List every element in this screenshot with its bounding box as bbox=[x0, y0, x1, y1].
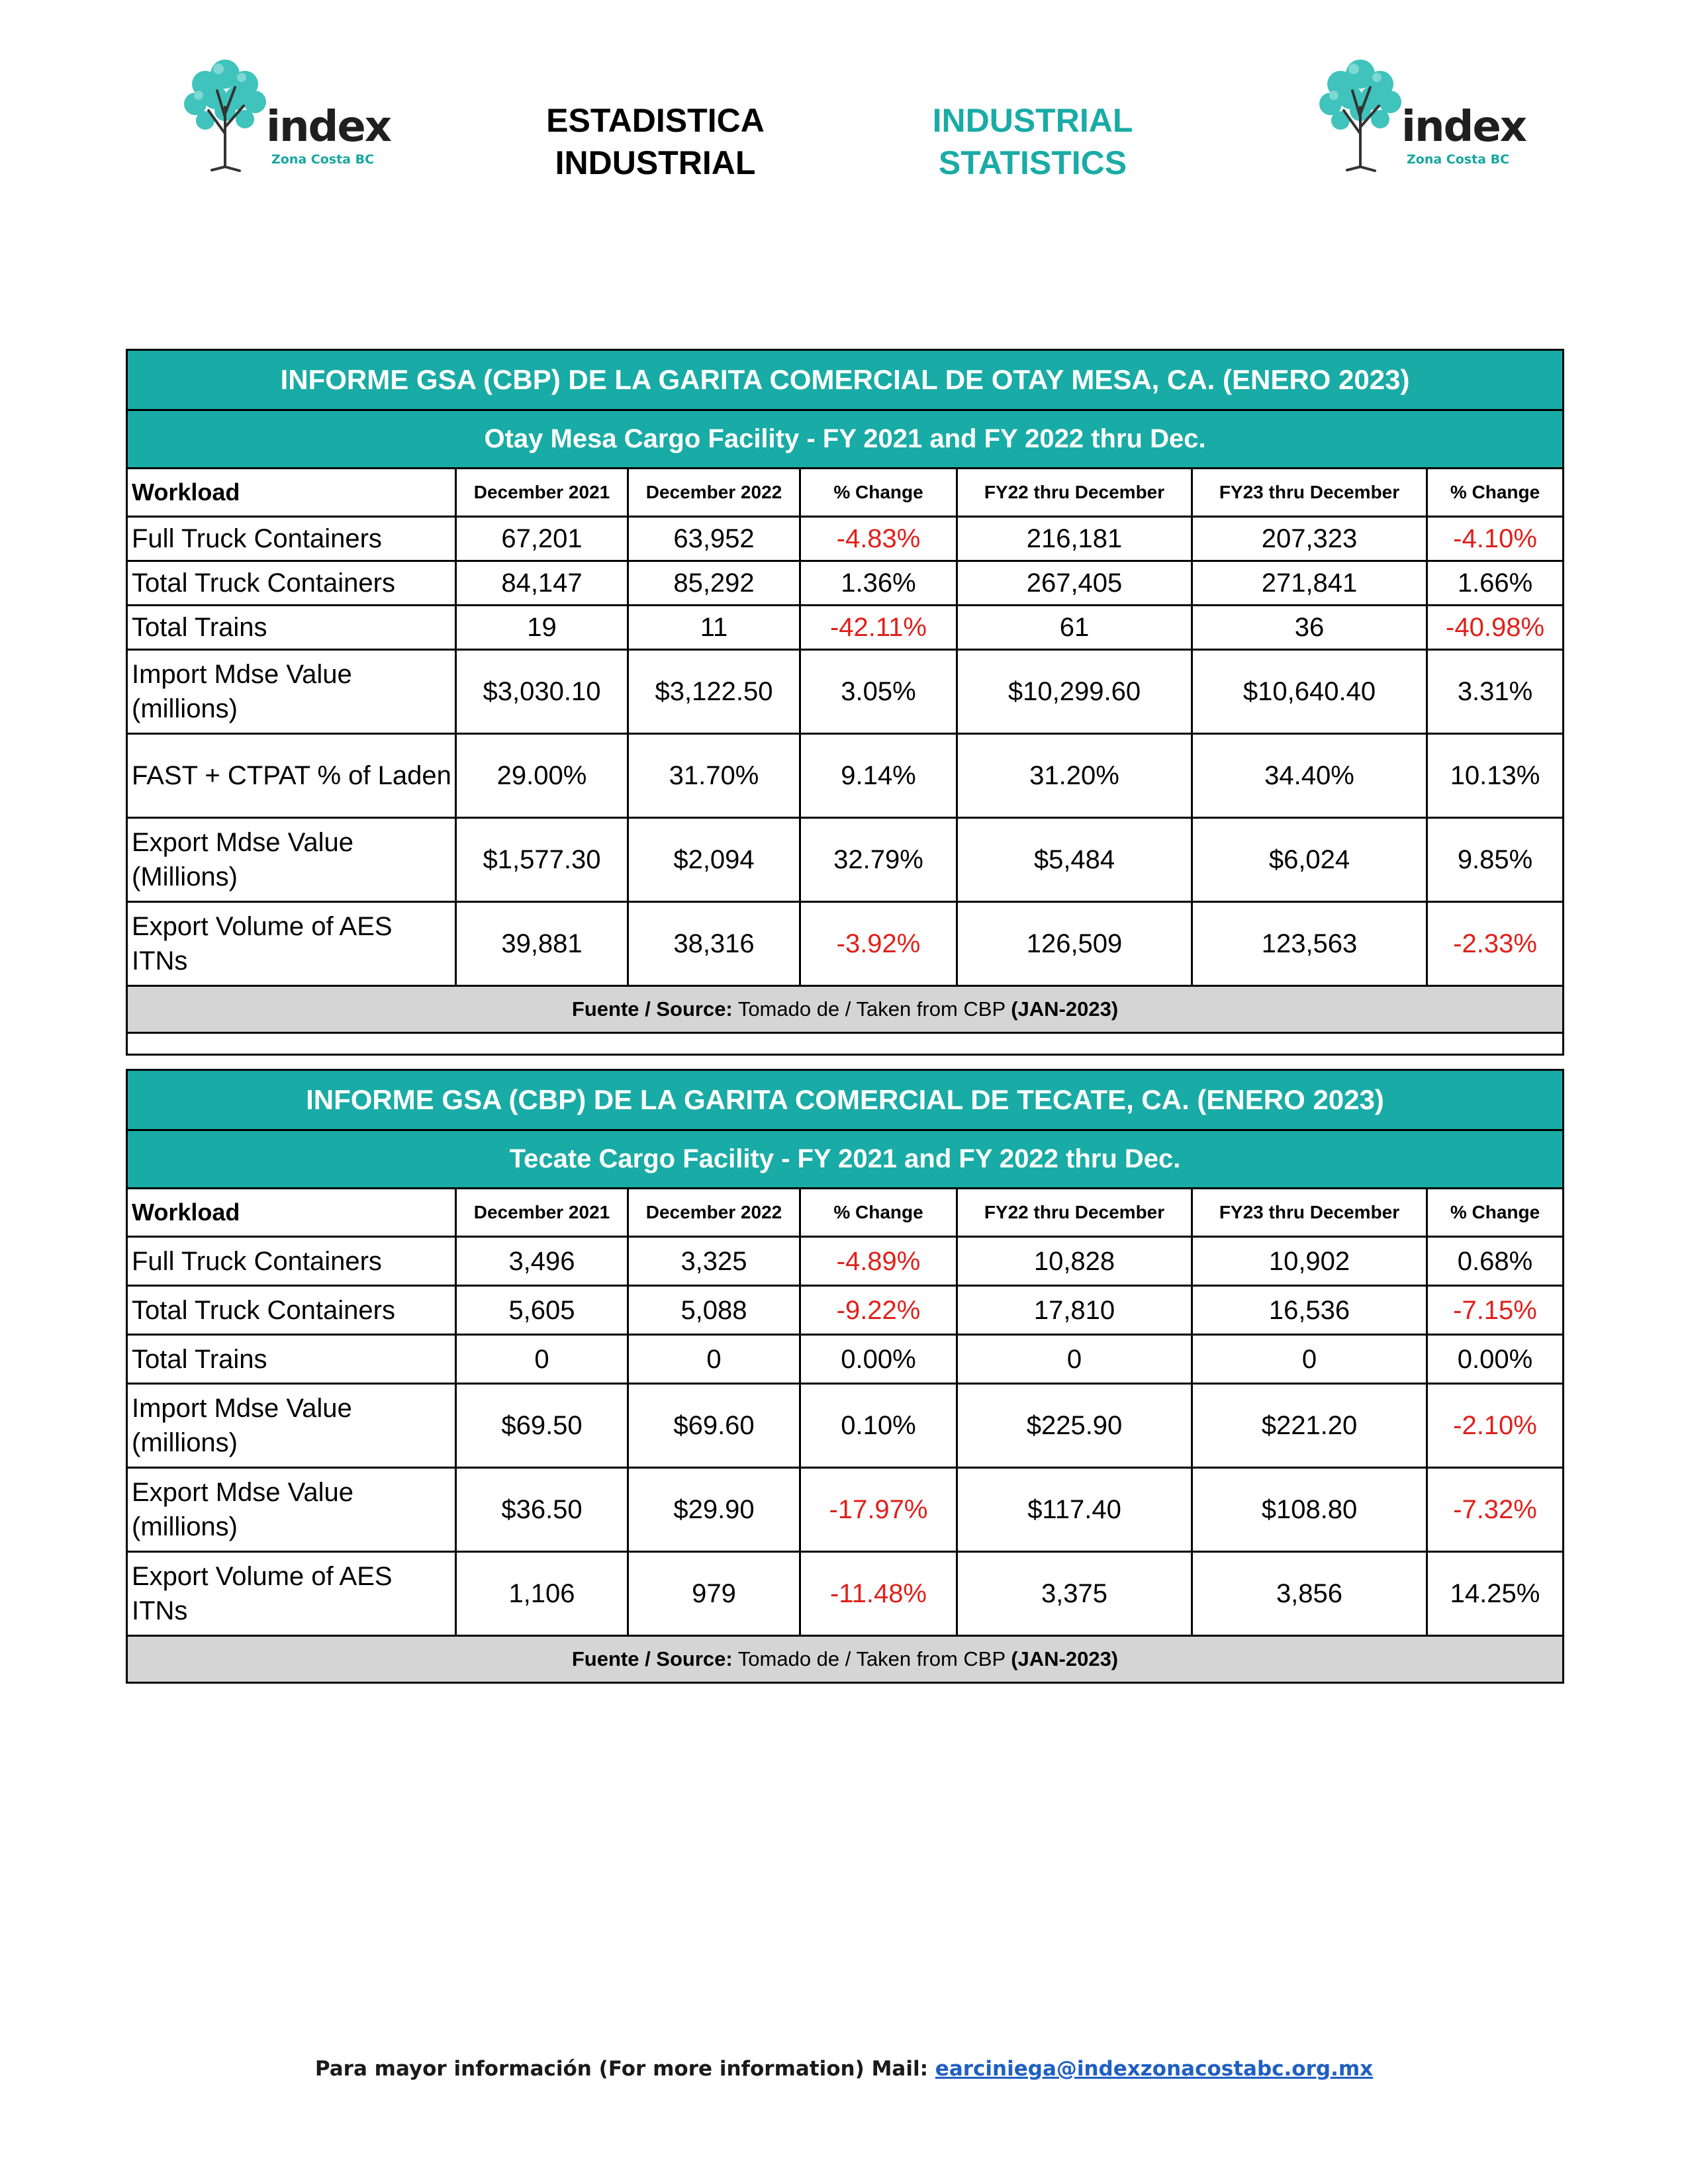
table-row bbox=[127, 606, 1564, 650]
table-cell: $117.40 bbox=[957, 1468, 1192, 1552]
table-cell: 0 bbox=[1192, 1335, 1427, 1384]
table-row bbox=[127, 734, 1564, 818]
column-header: December 2021 bbox=[456, 1189, 628, 1237]
title-spanish-line1: ESTADISTICA bbox=[546, 102, 765, 139]
table-cell: 0.00% bbox=[1427, 1335, 1564, 1384]
table-cell: 207,323 bbox=[1192, 517, 1427, 561]
source-text: Tomado de / Taken from CBP bbox=[732, 997, 1011, 1021]
table-row bbox=[127, 902, 1564, 986]
source-label: Fuente / Source: bbox=[571, 1647, 733, 1670]
table-cell: 32.79% bbox=[800, 818, 957, 902]
index-logo-left bbox=[179, 54, 391, 173]
table-row bbox=[127, 650, 1564, 734]
table-cell: $3,030.10 bbox=[456, 650, 628, 734]
row-label: Full Truck Containers bbox=[127, 1237, 456, 1286]
table-cell: 1.66% bbox=[1427, 561, 1564, 606]
tree-logo-icon bbox=[1314, 54, 1407, 173]
title-spanish bbox=[516, 99, 794, 184]
table-cell: 3.31% bbox=[1427, 650, 1564, 734]
otay-source-note bbox=[127, 986, 1564, 1033]
table-cell: 31.20% bbox=[957, 734, 1192, 818]
table-cell: 0.00% bbox=[800, 1335, 957, 1384]
table-row bbox=[127, 1286, 1564, 1335]
table-cell: 84,147 bbox=[456, 561, 628, 606]
table-cell: -2.10% bbox=[1427, 1384, 1564, 1468]
row-label: Total Trains bbox=[127, 606, 456, 650]
contact-footer bbox=[0, 2057, 1688, 2081]
table-cell: 0 bbox=[957, 1335, 1192, 1384]
table-cell: 10,902 bbox=[1192, 1237, 1427, 1286]
table-cell: 9.85% bbox=[1427, 818, 1564, 902]
table-cell: $10,299.60 bbox=[957, 650, 1192, 734]
footer-text: Para mayor información (For more information) Mail: bbox=[314, 2057, 935, 2081]
table-cell: -7.32% bbox=[1427, 1468, 1564, 1552]
column-header: FY22 thru December bbox=[957, 469, 1192, 517]
table-cell: 14.25% bbox=[1427, 1552, 1564, 1636]
column-header: FY23 thru December bbox=[1192, 469, 1427, 517]
otay-mesa-table bbox=[126, 349, 1564, 1056]
table-cell: 271,841 bbox=[1192, 561, 1427, 606]
table-cell: $225.90 bbox=[957, 1384, 1192, 1468]
source-text: Tomado de / Taken from CBP bbox=[732, 1647, 1011, 1670]
table-row bbox=[127, 1552, 1564, 1636]
table-cell: 36 bbox=[1192, 606, 1427, 650]
table-cell: -3.92% bbox=[800, 902, 957, 986]
logo-wordmark: index bbox=[1401, 103, 1526, 152]
source-date: (JAN-2023) bbox=[1011, 1647, 1119, 1670]
table-cell: 1,106 bbox=[456, 1552, 628, 1636]
table-cell: 0.68% bbox=[1427, 1237, 1564, 1286]
index-logo-right bbox=[1314, 54, 1526, 173]
logo-subtitle: Zona Costa BC bbox=[1407, 152, 1510, 167]
otay-column-headers bbox=[127, 469, 1564, 517]
table-cell: 126,509 bbox=[957, 902, 1192, 986]
table-cell: 267,405 bbox=[957, 561, 1192, 606]
row-label: Export Mdse Value (Millions) bbox=[127, 818, 456, 902]
title-english-line1: INDUSTRIAL bbox=[932, 102, 1133, 139]
table-cell: $10,640.40 bbox=[1192, 650, 1427, 734]
table-cell: 10.13% bbox=[1427, 734, 1564, 818]
table-cell: $5,484 bbox=[957, 818, 1192, 902]
table-cell: 67,201 bbox=[456, 517, 628, 561]
table-cell: -11.48% bbox=[800, 1552, 957, 1636]
table-cell: -4.83% bbox=[800, 517, 957, 561]
column-header: % Change bbox=[800, 469, 957, 517]
row-label: Full Truck Containers bbox=[127, 517, 456, 561]
row-label: Total Truck Containers bbox=[127, 1286, 456, 1335]
table-cell: 29.00% bbox=[456, 734, 628, 818]
source-date: (JAN-2023) bbox=[1011, 997, 1119, 1021]
title-english-line2: STATISTICS bbox=[938, 144, 1127, 181]
table-cell: -4.10% bbox=[1427, 517, 1564, 561]
table-cell: 34.40% bbox=[1192, 734, 1427, 818]
table-cell: 85,292 bbox=[628, 561, 800, 606]
table-row bbox=[127, 1468, 1564, 1552]
table-cell: 3,496 bbox=[456, 1237, 628, 1286]
table-cell: 1.36% bbox=[800, 561, 957, 606]
contact-email-link[interactable]: earciniega@indexzonacostabc.org.mx bbox=[935, 2057, 1374, 2081]
table-cell: 9.14% bbox=[800, 734, 957, 818]
table-cell: -2.33% bbox=[1427, 902, 1564, 986]
table-row bbox=[127, 818, 1564, 902]
logo-wordmark: index bbox=[266, 103, 391, 152]
source-label: Fuente / Source: bbox=[571, 997, 733, 1021]
table-cell: 38,316 bbox=[628, 902, 800, 986]
table-cell: 10,828 bbox=[957, 1237, 1192, 1286]
table-cell: -4.89% bbox=[800, 1237, 957, 1286]
row-label: Export Mdse Value (millions) bbox=[127, 1468, 456, 1552]
column-header: December 2022 bbox=[628, 1189, 800, 1237]
table-row bbox=[127, 1335, 1564, 1384]
column-header: FY23 thru December bbox=[1192, 1189, 1427, 1237]
table-cell: 216,181 bbox=[957, 517, 1192, 561]
table-cell: 979 bbox=[628, 1552, 800, 1636]
table-cell: -7.15% bbox=[1427, 1286, 1564, 1335]
column-header: Workload bbox=[127, 469, 456, 517]
row-label: Import Mdse Value (millions) bbox=[127, 1384, 456, 1468]
column-header: % Change bbox=[800, 1189, 957, 1237]
tecate-report-title: INFORME GSA (CBP) DE LA GARITA COMERCIAL DE TECATE, CA. (ENERO 2023) bbox=[127, 1070, 1564, 1130]
table-cell: 63,952 bbox=[628, 517, 800, 561]
table-cell: 31.70% bbox=[628, 734, 800, 818]
table-cell: $221.20 bbox=[1192, 1384, 1427, 1468]
logo-subtitle: Zona Costa BC bbox=[271, 152, 375, 167]
table-row bbox=[127, 561, 1564, 606]
column-header: December 2021 bbox=[456, 469, 628, 517]
tecate-table bbox=[126, 1069, 1564, 1684]
table-cell: -17.97% bbox=[800, 1468, 957, 1552]
table-cell: $29.90 bbox=[628, 1468, 800, 1552]
tecate-report-subtitle: Tecate Cargo Facility - FY 2021 and FY 2022 thru Dec. bbox=[127, 1130, 1564, 1189]
otay-report-title: INFORME GSA (CBP) DE LA GARITA COMERCIAL DE OTAY MESA, CA. (ENERO 2023) bbox=[127, 350, 1564, 410]
table-cell: -9.22% bbox=[800, 1286, 957, 1335]
table-cell: 0 bbox=[456, 1335, 628, 1384]
table-cell: 19 bbox=[456, 606, 628, 650]
table-cell: -40.98% bbox=[1427, 606, 1564, 650]
table-cell: 61 bbox=[957, 606, 1192, 650]
table-cell: 11 bbox=[628, 606, 800, 650]
table-cell: $2,094 bbox=[628, 818, 800, 902]
column-header: % Change bbox=[1427, 1189, 1564, 1237]
table-cell: 5,088 bbox=[628, 1286, 800, 1335]
row-label: Total Truck Containers bbox=[127, 561, 456, 606]
column-header: Workload bbox=[127, 1189, 456, 1237]
column-header: FY22 thru December bbox=[957, 1189, 1192, 1237]
table-row bbox=[127, 1237, 1564, 1286]
table-cell: 17,810 bbox=[957, 1286, 1192, 1335]
row-label: FAST + CTPAT % of Laden bbox=[127, 734, 456, 818]
row-label: Total Trains bbox=[127, 1335, 456, 1384]
tree-logo-icon bbox=[179, 54, 271, 173]
title-spanish-line2: INDUSTRIAL bbox=[555, 144, 756, 181]
table-cell: $3,122.50 bbox=[628, 650, 800, 734]
table-cell: $1,577.30 bbox=[456, 818, 628, 902]
table-row bbox=[127, 1384, 1564, 1468]
table-cell: 39,881 bbox=[456, 902, 628, 986]
table-cell: 16,536 bbox=[1192, 1286, 1427, 1335]
table-cell: $108.80 bbox=[1192, 1468, 1427, 1552]
table-cell: 3,856 bbox=[1192, 1552, 1427, 1636]
table-cell: 0.10% bbox=[800, 1384, 957, 1468]
table-cell: 3,325 bbox=[628, 1237, 800, 1286]
otay-report-subtitle: Otay Mesa Cargo Facility - FY 2021 and FY 2022 thru Dec. bbox=[127, 410, 1564, 469]
table-cell: $69.50 bbox=[456, 1384, 628, 1468]
row-label: Export Volume of AES ITNs bbox=[127, 902, 456, 986]
row-label: Import Mdse Value (millions) bbox=[127, 650, 456, 734]
tecate-source-note bbox=[127, 1636, 1564, 1683]
column-header: December 2022 bbox=[628, 469, 800, 517]
table-cell: 3.05% bbox=[800, 650, 957, 734]
table-cell: $69.60 bbox=[628, 1384, 800, 1468]
table-cell: $36.50 bbox=[456, 1468, 628, 1552]
table-cell: 3,375 bbox=[957, 1552, 1192, 1636]
table-cell: 123,563 bbox=[1192, 902, 1427, 986]
tecate-column-headers bbox=[127, 1189, 1564, 1237]
title-english bbox=[894, 99, 1172, 184]
table-row bbox=[127, 517, 1564, 561]
table-cell: $6,024 bbox=[1192, 818, 1427, 902]
table-spacer bbox=[127, 1033, 1564, 1055]
column-header: % Change bbox=[1427, 469, 1564, 517]
row-label: Export Volume of AES ITNs bbox=[127, 1552, 456, 1636]
table-cell: 5,605 bbox=[456, 1286, 628, 1335]
table-cell: 0 bbox=[628, 1335, 800, 1384]
table-cell: -42.11% bbox=[800, 606, 957, 650]
